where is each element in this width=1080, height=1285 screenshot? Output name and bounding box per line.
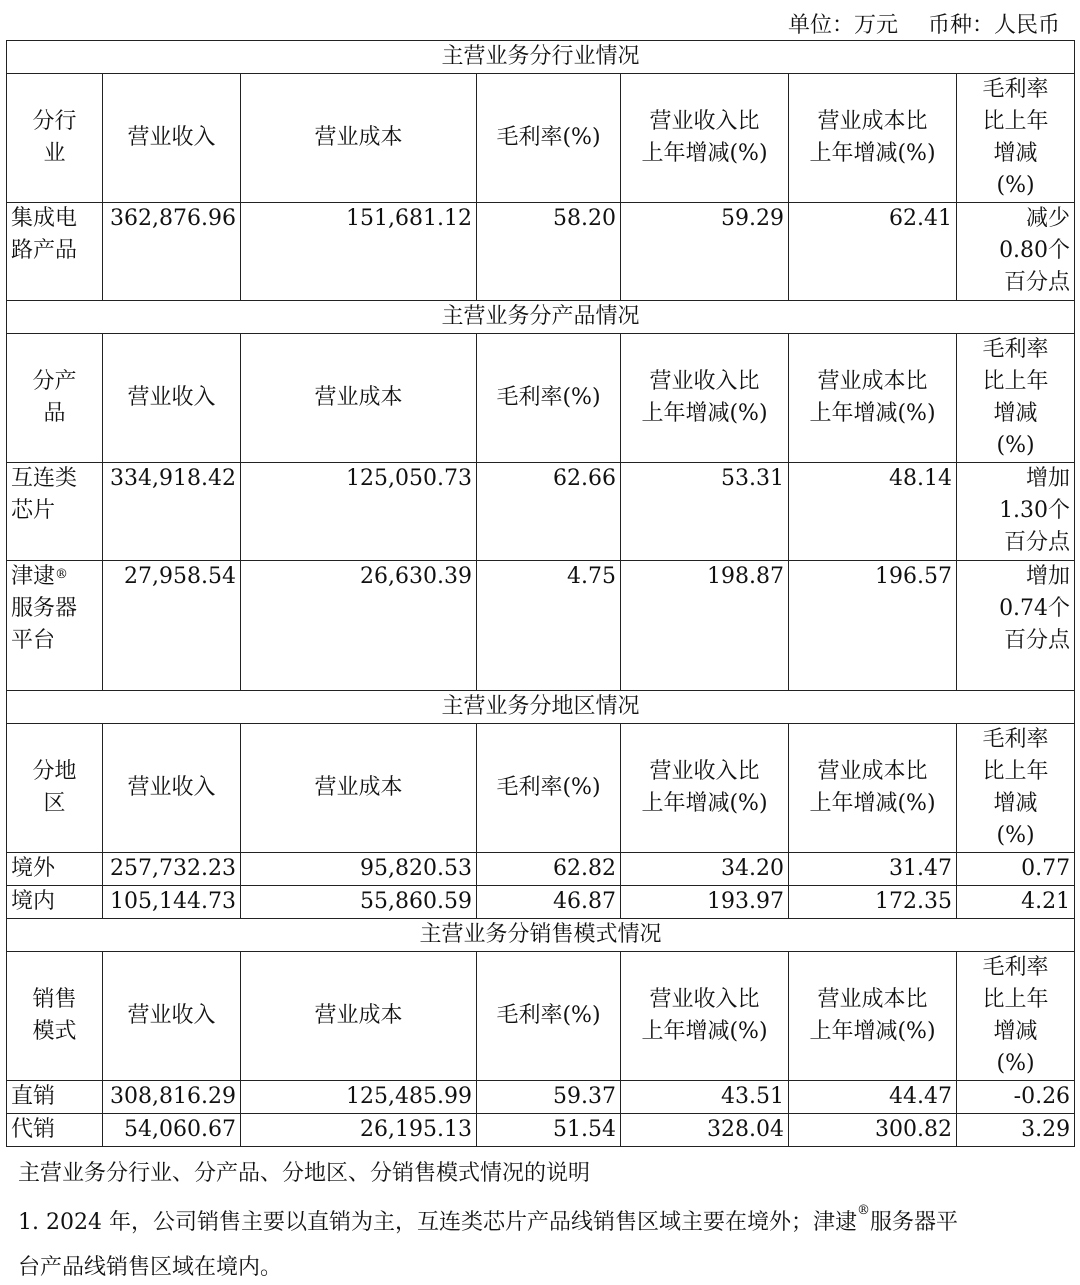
row-cost-change: 196.57 [789,561,957,691]
section-title-row [7,301,1075,334]
row-cost: 125,050.73 [241,463,477,561]
row-name: 代销 [7,1114,103,1147]
header-first-col: 分行业 [7,74,103,203]
row-margin: 62.82 [477,853,621,886]
header-row [7,952,1075,1081]
row-revenue-change: 53.31 [621,463,789,561]
row-name: 境内 [7,886,103,919]
row-cost: 95,820.53 [241,853,477,886]
row-revenue: 308,816.29 [103,1081,241,1114]
row-revenue: 362,876.96 [103,203,241,301]
header-cost: 营业成本 [241,952,477,1081]
row-margin-change: 0.77 [957,853,1075,886]
table-row [7,886,1075,919]
row-revenue: 334,918.42 [103,463,241,561]
row-revenue-change: 34.20 [621,853,789,886]
table-row [7,463,1075,561]
row-revenue-change: 43.51 [621,1081,789,1114]
row-revenue: 257,732.23 [103,853,241,886]
notes-item1-line2: 台产品线销售区域在境内。 [18,1255,283,1280]
row-name: 津逮®服务器平台 [7,561,103,691]
row-revenue-change: 59.29 [621,203,789,301]
row-cost-change: 172.35 [789,886,957,919]
section-title-row [7,41,1075,74]
row-margin-change: 增加0.74个百分点 [957,561,1075,691]
row-revenue-change: 198.87 [621,561,789,691]
header-revenue-change: 营业收入比上年增减(%) [621,952,789,1081]
row-revenue: 105,144.73 [103,886,241,919]
row-margin: 4.75 [477,561,621,691]
row-revenue-change: 328.04 [621,1114,789,1147]
header-margin-change: 毛利率比上年增减(%) [957,952,1075,1081]
header-row [7,334,1075,463]
row-cost: 55,860.59 [241,886,477,919]
row-name: 直销 [7,1081,103,1114]
header-gross-margin: 毛利率(%) [477,334,621,463]
header-revenue: 营业收入 [103,74,241,203]
row-name: 集成电路产品 [7,203,103,301]
section-title: 主营业务分产品情况 [7,301,1075,334]
row-cost: 151,681.12 [241,203,477,301]
header-revenue-change: 营业收入比上年增减(%) [621,724,789,853]
section-title: 主营业务分销售模式情况 [7,919,1075,952]
row-cost: 26,195.13 [241,1114,477,1147]
row-margin-change: -0.26 [957,1081,1075,1114]
row-name: 互连类芯片 [7,463,103,561]
header-margin-change: 毛利率比上年增减(%) [957,74,1075,203]
row-cost-change: 48.14 [789,463,957,561]
header-cost: 营业成本 [241,724,477,853]
header-margin-change: 毛利率比上年增减(%) [957,724,1075,853]
header-revenue: 营业收入 [103,952,241,1081]
unit-label: 单位：万元 [787,13,898,38]
row-margin-change: 3.29 [957,1114,1075,1147]
header-revenue: 营业收入 [103,334,241,463]
table-row [7,203,1075,301]
row-revenue: 54,060.67 [103,1114,241,1147]
unit-currency-line [788,8,1060,39]
header-cost-change: 营业成本比上年增减(%) [789,724,957,853]
row-cost-change: 62.41 [789,203,957,301]
row-margin: 51.54 [477,1114,621,1147]
header-cost-change: 营业成本比上年增减(%) [789,74,957,203]
row-margin-change: 增加1.30个百分点 [957,463,1075,561]
table-row [7,1081,1075,1114]
row-margin: 59.37 [477,1081,621,1114]
row-cost: 26,630.39 [241,561,477,691]
main-business-table [6,40,1075,1147]
row-cost-change: 31.47 [789,853,957,886]
row-margin-change: 4.21 [957,886,1075,919]
header-row [7,724,1075,853]
header-revenue-change: 营业收入比上年增减(%) [621,74,789,203]
header-row [7,74,1075,203]
row-margin-change: 减少0.80个百分点 [957,203,1075,301]
row-margin: 46.87 [477,886,621,919]
section-title-row [7,691,1075,724]
header-revenue: 营业收入 [103,724,241,853]
header-gross-margin: 毛利率(%) [477,74,621,203]
row-margin: 58.20 [477,203,621,301]
currency-label: 币种：人民币 [927,13,1060,38]
header-gross-margin: 毛利率(%) [477,952,621,1081]
row-margin: 62.66 [477,463,621,561]
header-margin-change: 毛利率比上年增减(%) [957,334,1075,463]
row-revenue: 27,958.54 [103,561,241,691]
notes-item1-line1: 1. 2024 年，公司销售主要以直销为主，互连类芯片产品线销售区域主要在境外；津逮®服务器平 [18,1203,958,1235]
table-row [7,1114,1075,1147]
row-cost-change: 300.82 [789,1114,957,1147]
header-first-col: 销售模式 [7,952,103,1081]
header-revenue-change: 营业收入比上年增减(%) [621,334,789,463]
header-cost: 营业成本 [241,334,477,463]
row-name: 境外 [7,853,103,886]
header-cost-change: 营业成本比上年增减(%) [789,334,957,463]
header-cost-change: 营业成本比上年增减(%) [789,952,957,1081]
header-first-col: 分产品 [7,334,103,463]
row-revenue-change: 193.97 [621,886,789,919]
table-row [7,853,1075,886]
row-cost-change: 44.47 [789,1081,957,1114]
section-title-row [7,919,1075,952]
table-row [7,561,1075,691]
section-title: 主营业务分行业情况 [7,41,1075,74]
header-first-col: 分地区 [7,724,103,853]
header-gross-margin: 毛利率(%) [477,724,621,853]
header-cost: 营业成本 [241,74,477,203]
row-cost: 125,485.99 [241,1081,477,1114]
section-title: 主营业务分地区情况 [7,691,1075,724]
notes-caption: 主营业务分行业、分产品、分地区、分销售模式情况的说明 [18,1161,591,1186]
